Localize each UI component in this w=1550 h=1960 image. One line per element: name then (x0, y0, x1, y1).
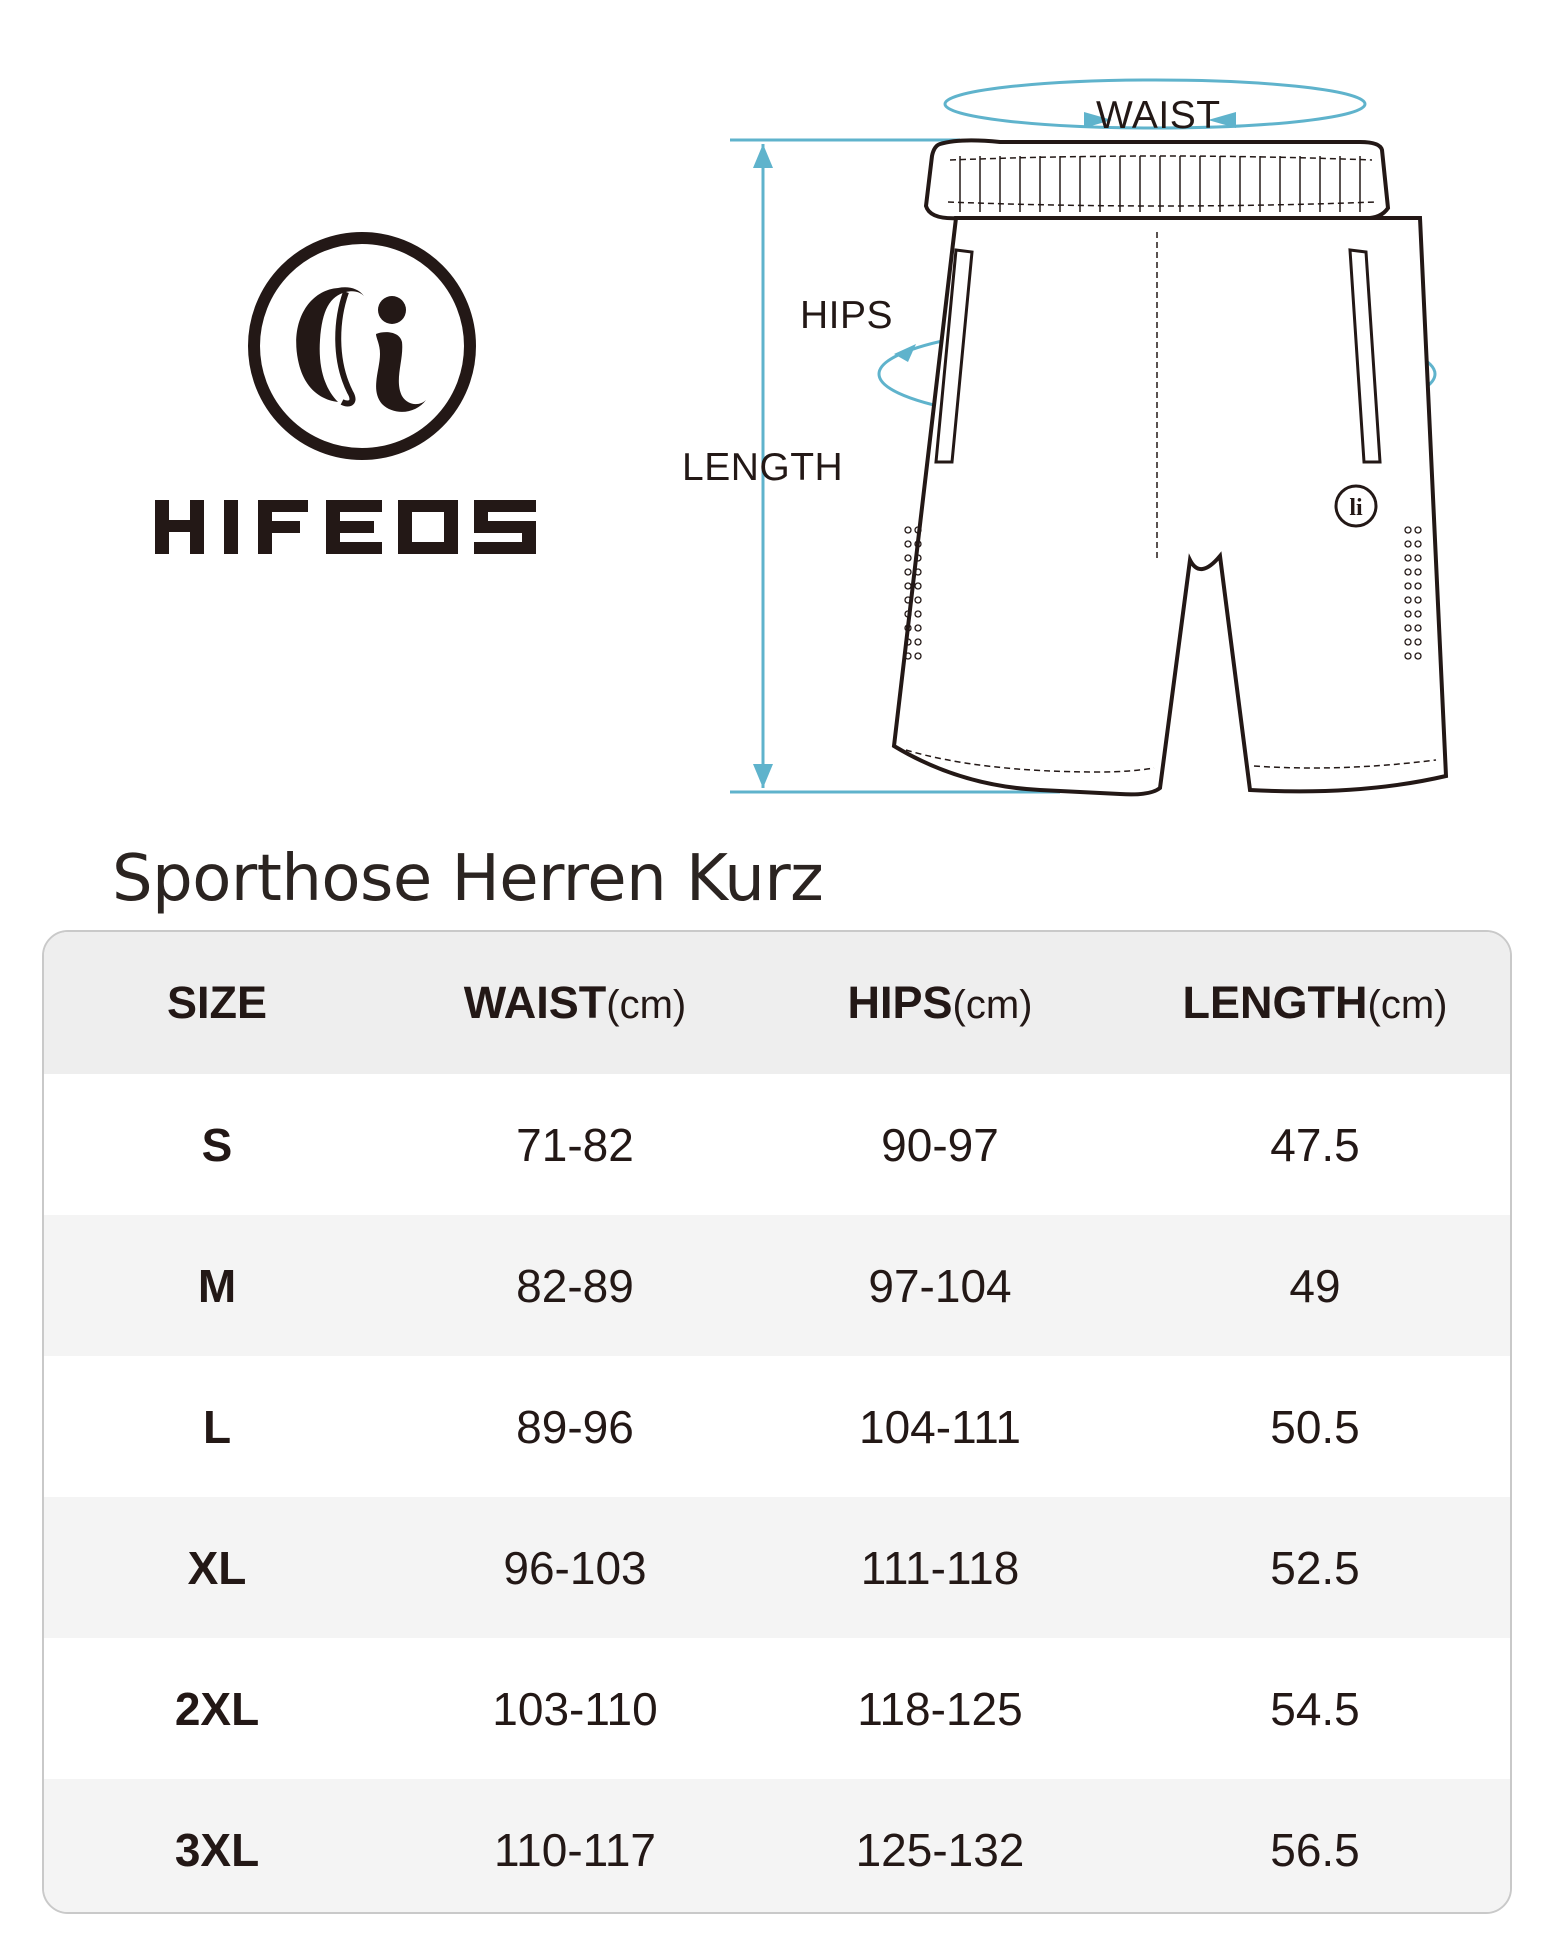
hips-cell: 118-125 (857, 1682, 1023, 1735)
brand-logo (150, 230, 580, 560)
waist-cell: 96-103 (503, 1541, 647, 1594)
hips-cell: 104-111 (859, 1400, 1021, 1453)
size-cell: 3XL (174, 1823, 260, 1876)
table-row (44, 1074, 1510, 1215)
table-header-row (44, 932, 1510, 1074)
header-length: LENGTH(cm) (1182, 977, 1448, 1028)
product-title: Sporthose Herren Kurz (112, 842, 824, 916)
length-label: LENGTH (682, 446, 844, 489)
header-size: SIZE (166, 977, 268, 1028)
header-hips: HIPS(cm) (847, 977, 1033, 1028)
size-chart-table (42, 930, 1512, 1914)
waist-cell: 103-110 (492, 1682, 658, 1735)
size-cell: S (201, 1118, 233, 1171)
table-row (44, 1215, 1510, 1356)
table-row (44, 1497, 1510, 1638)
header-waist: WAIST(cm) (463, 977, 687, 1028)
hips-cell: 125-132 (855, 1823, 1025, 1876)
shorts-illustration-icon (660, 60, 1460, 810)
hips-cell: 111-118 (860, 1541, 1020, 1594)
length-cell: 52.5 (1270, 1541, 1360, 1594)
size-cell: XL (187, 1541, 247, 1594)
waist-label: WAIST (1096, 94, 1221, 137)
size-cell: L (202, 1400, 232, 1453)
waist-cell: 110-117 (494, 1823, 656, 1876)
length-cell: 47.5 (1270, 1118, 1360, 1171)
hips-cell: 90-97 (881, 1118, 999, 1171)
table-row (44, 1779, 1510, 1914)
length-cell: 50.5 (1270, 1400, 1360, 1453)
length-cell: 54.5 (1270, 1682, 1360, 1735)
size-cell: M (197, 1259, 237, 1312)
table-row (44, 1356, 1510, 1497)
svg-text:li: li (1349, 495, 1363, 521)
waist-cell: 82-89 (516, 1259, 634, 1312)
waist-cell: 71-82 (516, 1118, 634, 1171)
waist-cell: 89-96 (516, 1400, 634, 1453)
hifeos-logo-icon (150, 230, 580, 560)
hips-cell: 97-104 (868, 1259, 1012, 1312)
length-cell: 56.5 (1270, 1823, 1360, 1876)
size-cell: 2XL (174, 1682, 260, 1735)
table-row (44, 1638, 1510, 1779)
hips-label: HIPS (800, 294, 894, 337)
shorts-measurement-diagram (660, 60, 1460, 810)
length-cell: 49 (1289, 1259, 1341, 1312)
